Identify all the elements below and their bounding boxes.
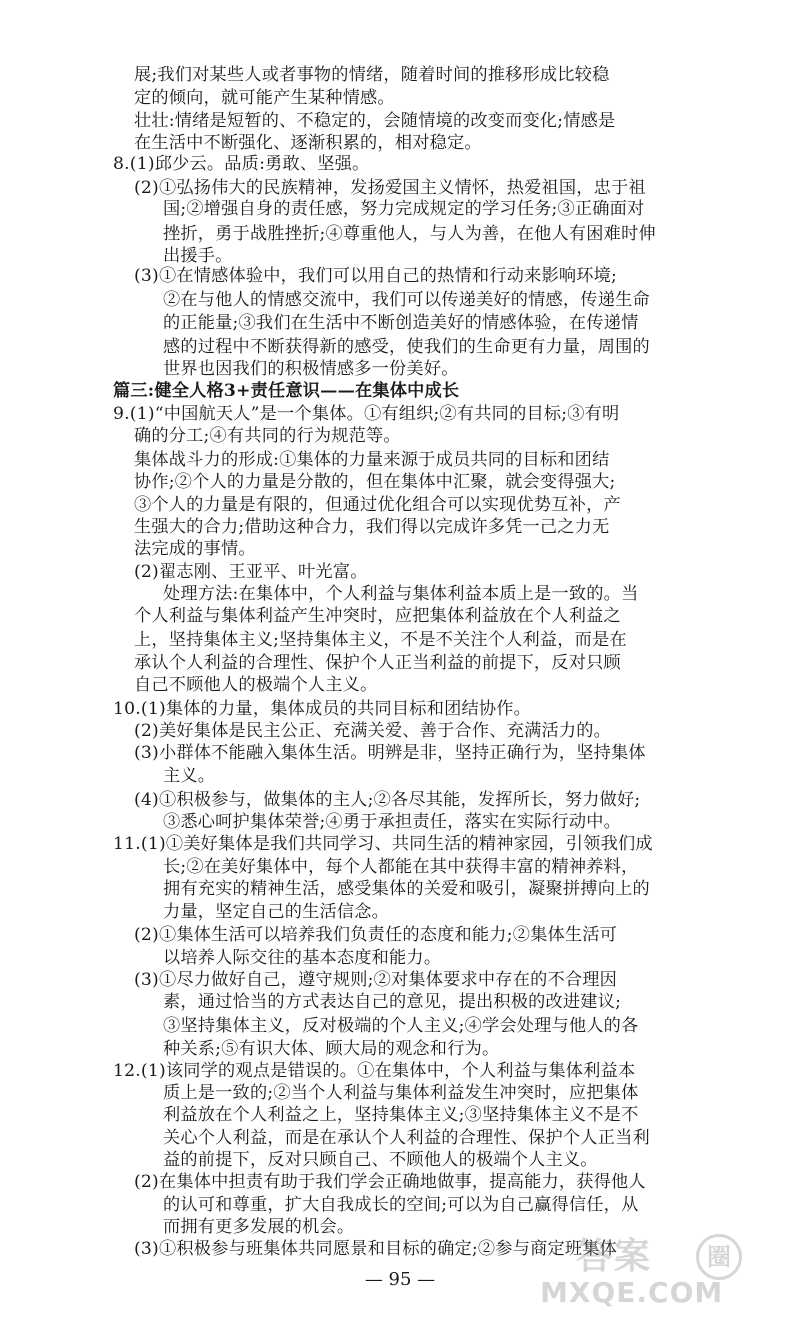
text-line: 益的前提下，反对只顾自己、不顾他人的极端个人主义。 xyxy=(163,1150,598,1170)
text-line: 法完成的事情。 xyxy=(134,539,256,559)
text-line: 感的过程中不断获得新的感受，使我们的生命更有力量，周围的 xyxy=(163,337,650,357)
text-line: 出援手。 xyxy=(163,246,233,266)
watermark-seal: 圈 xyxy=(696,1234,742,1280)
text-line: 长;②在美好集体中，每个人都能在其中获得丰富的精神养料， xyxy=(163,857,639,877)
text-line: 国;②增强自身的责任感，努力完成规定的学习任务;③正确面对 xyxy=(163,199,645,219)
text-line: (3)小群体不能融入集体生活。明辨是非，坚持正确行为，坚持集体 xyxy=(134,743,646,763)
text-line: 8.(1)邱少云。品质:勇敢、坚强。 xyxy=(113,154,370,174)
text-line: 素，通过恰当的方式表达自己的意见，提出积极的改进建议; xyxy=(163,992,622,1012)
text-line: 11.(1)①美好集体是我们共同学习、共同生活的精神家园，引领我们成 xyxy=(113,834,653,854)
text-line: 上，坚持集体主义;坚持集体主义，不是不关注个人利益，而是在 xyxy=(134,630,627,650)
text-line: 利益放在个人利益之上，坚持集体主义;③坚持集体主义不是不 xyxy=(163,1105,639,1125)
text-line: 拥有充实的精神生活，感受集体的关爱和吸引，凝聚拼搏向上的 xyxy=(163,879,650,899)
text-line: (3)①积极参与班集体共同愿景和目标的确定;②参与商定班集体 xyxy=(134,1239,618,1259)
watermark-logo xyxy=(540,1228,760,1308)
text-line: 定的倾向，就可能产生某种情感。 xyxy=(134,88,395,108)
text-line: ③个人的力量是有限的，但通过优化组合可以实现优势互补，产 xyxy=(134,495,621,515)
text-line: 10.(1)集体的力量，集体成员的共同目标和团结协作。 xyxy=(113,699,532,719)
section-heading: 篇三:健全人格3+责任意识——在集体中成长 xyxy=(113,381,460,401)
text-line: 9.(1)“中国航天人”是一个集体。①有组织;②有共同的目标;③有明 xyxy=(113,404,620,424)
text-line: (2)美好集体是民主公正、充满关爱、善于合作、充满活力的。 xyxy=(134,721,612,741)
text-line: 承认个人利益的合理性、保护个人正当利益的前提下，反对只顾 xyxy=(134,653,621,673)
text-line: (4)①积极参与，做集体的主人;②各尽其能，发挥所长，努力做好; xyxy=(134,790,641,810)
text-line: 自己不顾他人的极端个人主义。 xyxy=(134,675,378,695)
text-line: 种关系;⑤有识大体、顾大局的观念和行为。 xyxy=(163,1039,500,1059)
text-line: 的认可和尊重，扩大自我成长的空间;可以为自己赢得信任，从 xyxy=(163,1195,639,1215)
text-line: 世界也因我们的积极情感多一份美好。 xyxy=(163,359,459,379)
watermark-url: MXQE.COM xyxy=(540,1276,724,1309)
text-line: ③坚持集体主义，反对极端的个人主义;④学会处理与他人的各 xyxy=(163,1016,639,1036)
text-line: 确的分工;④有共同的行为规范等。 xyxy=(134,426,401,446)
text-line: 的正能量;③我们在生活中不断创造美好的情感体验，在传递情 xyxy=(163,313,639,333)
text-line: 挫折，勇于战胜挫折;④尊重他人，与人为善，在他人有困难时伸 xyxy=(163,224,656,244)
text-line: 以培养人际交往的基本态度和能力。 xyxy=(163,948,442,968)
text-line: ②在与他人的情感交流中，我们可以传递美好的情感，传递生命 xyxy=(163,290,650,310)
text-line: (3)①在情感体验中，我们可以用自己的热情和行动来影响环境; xyxy=(134,266,618,286)
text-line: ③悉心呵护集体荣誉;④勇于承担责任，落实在实际行动中。 xyxy=(163,812,622,832)
text-line: 关心个人利益，而是在承认个人利益的合理性、保护个人正当利 xyxy=(163,1128,650,1148)
text-line: (2)在集体中担责有助于我们学会正确地做事，提高能力，获得他人 xyxy=(134,1172,646,1192)
text-line: 力量，坚定自己的生活信念。 xyxy=(163,902,390,922)
text-line: 12.(1)该同学的观点是错误的。①在集体中，个人利益与集体利益本 xyxy=(113,1061,636,1081)
text-line: (2)①集体生活可以培养我们负责任的态度和能力;②集体生活可 xyxy=(134,925,618,945)
text-line: 生强大的合力;借助这种合力，我们得以完成许多凭一己之力无 xyxy=(134,517,610,537)
text-line: 处理方法:在集体中，个人利益与集体利益本质上是一致的。当 xyxy=(163,584,639,604)
text-line: (2)翟志刚、王亚平、叶光富。 xyxy=(134,562,368,582)
text-line: 个人利益与集体利益产生冲突时，应把集体利益放在个人利益之 xyxy=(134,606,621,626)
text-line: 协作;②个人的力量是分散的，但在集体中汇聚，就会变得强大; xyxy=(134,472,616,492)
text-line: 在生活中不断强化、逐渐积累的，相对稳定。 xyxy=(134,133,482,153)
text-line: 主义。 xyxy=(163,766,216,786)
text-line: 而拥有更多发展的机会。 xyxy=(163,1217,355,1237)
text-line: 壮壮:情绪是短暂的、不稳定的，会随情境的改变而变化;情感是 xyxy=(134,111,616,131)
watermark-top-text: 答案 xyxy=(576,1236,653,1277)
text-line: 集体战斗力的形成:①集体的力量来源于成员共同的目标和团结 xyxy=(134,450,610,470)
text-line: 质上是一致的;②当个人利益与集体利益发生冲突时，应把集体 xyxy=(163,1083,639,1103)
text-line: (3)①尽力做好自己，遵守规则;②对集体要求中存在的不合理因 xyxy=(134,970,618,990)
page-number: — 95 — xyxy=(364,1269,436,1290)
text-line: 展;我们对某些人或者事物的情绪，随着时间的推移形成比较稳 xyxy=(134,65,610,85)
text-line: (2)①弘扬伟大的民族精神，发扬爱国主义情怀，热爱祖国，忠于祖 xyxy=(134,178,646,198)
